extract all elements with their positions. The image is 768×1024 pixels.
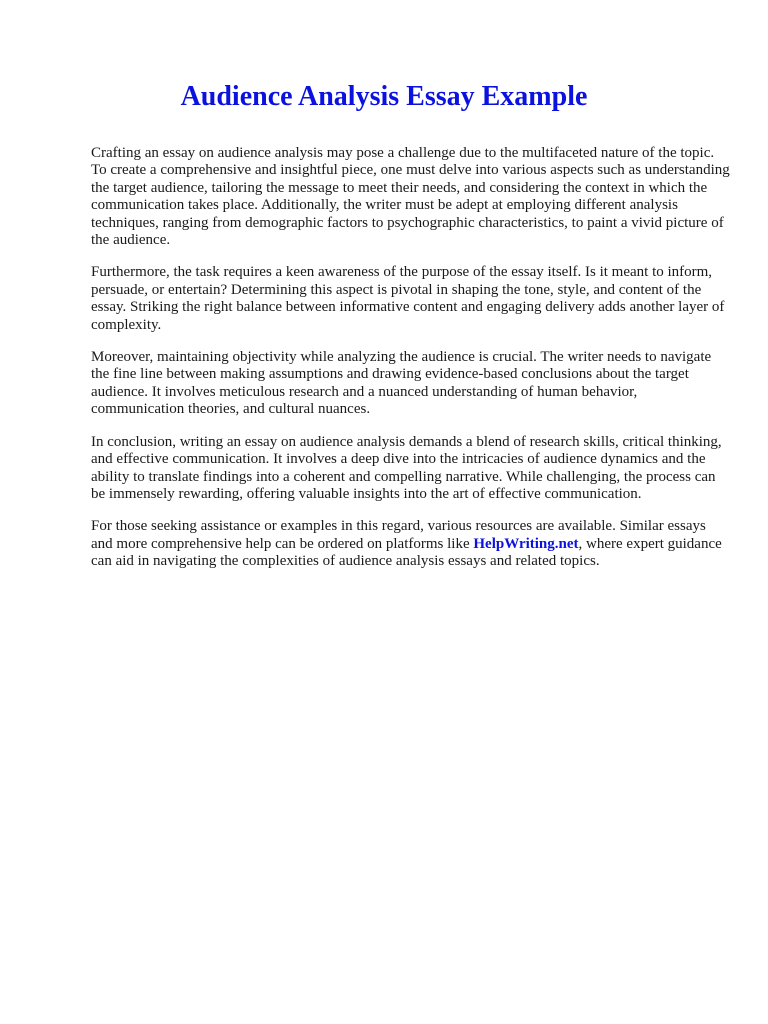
- paragraph-1: Crafting an essay on audience analysis may pose a challenge due to the multifaceted nature of the topic. To create a comprehensive and insightful piece, one must delve into various aspects such as understanding the target audience, tailoring the message to meet their needs, and considering the context in which the communication takes place. Additionally, the writer must be adept at employing different analysis techniques, ranging from demographic factors to psychographic characteristics, to paint a vivid picture of the audience.: [91, 145, 730, 249]
- paragraph-5: [91, 518, 731, 570]
- helpwriting-link[interactable]: HelpWriting.net: [473, 535, 579, 552]
- page-title: Audience Analysis Essay Example: [180, 81, 588, 112]
- paragraph-5-after-link: , where expert guidance can aid in navigating the complexities of audience analysis essays and related topics.: [91, 535, 722, 570]
- document-body: [91, 145, 731, 586]
- paragraph-3: Moreover, maintaining objectivity while analyzing the audience is crucial. The writer needs to navigate the fine line between making assumptions and drawing evidence-based conclusions about the target audience. It involves meticulous research and a nuanced understanding of human behavior, communication theories, and cultural nuances.: [91, 349, 712, 418]
- paragraph-2: Furthermore, the task requires a keen awareness of the purpose of the essay itself. Is it meant to inform, persuade, or entertain? Determining this aspect is pivotal in shaping the tone, style, and content of the essay. Striking the right balance between informative content and engaging delivery adds another layer of complexity.: [91, 264, 725, 333]
- paragraph-5-before-link: For those seeking assistance or examples in this regard, various resources are available. Similar essays and more comprehensive help can be ordered on platforms like: [91, 518, 706, 552]
- paragraph-4: In conclusion, writing an essay on audience analysis demands a blend of research skills, critical thinking, and effective communication. It involves a deep dive into the intricacies of audience dynamics and the ability to translate findings into a coherent and compelling narrative. While challenging, the process can be immensely rewarding, offering valuable insights into the art of effective communication.: [91, 433, 722, 502]
